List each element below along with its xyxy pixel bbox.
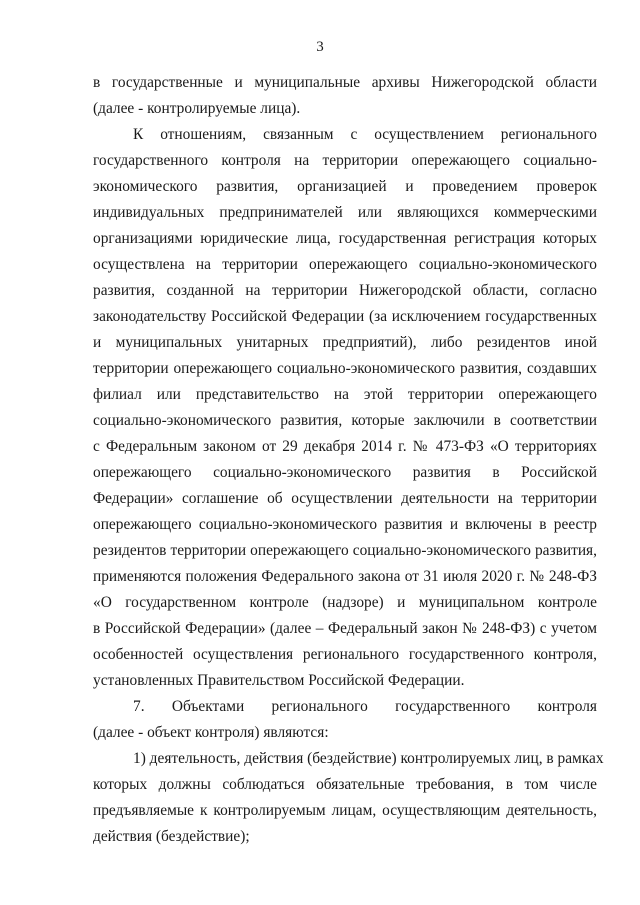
- text-line: территории опережающего социально-экономического развития, создавших: [93, 360, 597, 377]
- text-line: филиал или представительство на этой территории опережающего: [93, 386, 597, 403]
- text-line: с Федеральным законом от 29 декабря 2014 г. № 473-ФЗ «О территориях: [93, 438, 597, 455]
- text-line: установленных Правительством Российской Федерации.: [93, 672, 465, 689]
- text-line: осуществлена на территории опережающего социально-экономического: [93, 256, 597, 273]
- text-line: применяются положения Федерального закона от 31 июля 2020 г. № 248-ФЗ: [93, 568, 597, 585]
- text-line: 7. Объектами регионального государственного контроля: [133, 698, 597, 715]
- text-line: экономического развития, организацией и проведением проверок: [93, 178, 597, 195]
- text-line: опережающего социально-экономического развития и включены в реестр: [93, 516, 597, 533]
- text-line: 1) деятельность, действия (бездействие) контролируемых лиц, в рамках: [133, 750, 604, 767]
- text-line: (далее - контролируемые лица).: [93, 100, 301, 117]
- text-line: социально-экономического развития, которые заключили в соответствии: [93, 412, 597, 429]
- text-line: особенностей осуществления регионального государственного контроля,: [93, 646, 597, 663]
- text-line: и муниципальных унитарных предприятий), либо резидентов иной: [93, 334, 597, 351]
- text-line: государственного контроля на территории опережающего социально-: [93, 152, 597, 169]
- text-line: предъявляемые к контролируемым лицам, осуществляющим деятельность,: [93, 802, 597, 819]
- text-line: (далее - объект контроля) являются:: [93, 724, 329, 741]
- text-line: опережающего социально-экономического развития в Российской: [93, 464, 597, 481]
- text-line: «О государственном контроле (надзоре) и муниципальном контроле: [93, 594, 597, 611]
- text-line: которых должны соблюдаться обязательные требования, в том числе: [93, 776, 597, 793]
- text-line: развития, созданной на территории Нижегородской области, согласно: [93, 282, 597, 299]
- text-line: К отношениям, связанным с осуществлением регионального: [133, 126, 597, 143]
- text-line: организациями юридические лица, государственная регистрация которых: [93, 230, 597, 247]
- text-line: в Российской Федерации» (далее – Федеральный закон № 248-ФЗ) с учетом: [93, 620, 597, 637]
- text-line: действия (бездействие);: [93, 828, 250, 845]
- text-line: Федерации» соглашение об осуществлении деятельности на территории: [93, 490, 597, 507]
- text-line: резидентов территории опережающего социально-экономического развития,: [93, 542, 597, 559]
- page-number: 3: [316, 39, 324, 55]
- text-line: индивидуальных предпринимателей или являющихся коммерческими: [93, 204, 597, 221]
- text-line: законодательству Российской Федерации (за исключением государственных: [93, 308, 597, 325]
- text-line: в государственные и муниципальные архивы Нижегородской области: [93, 74, 597, 91]
